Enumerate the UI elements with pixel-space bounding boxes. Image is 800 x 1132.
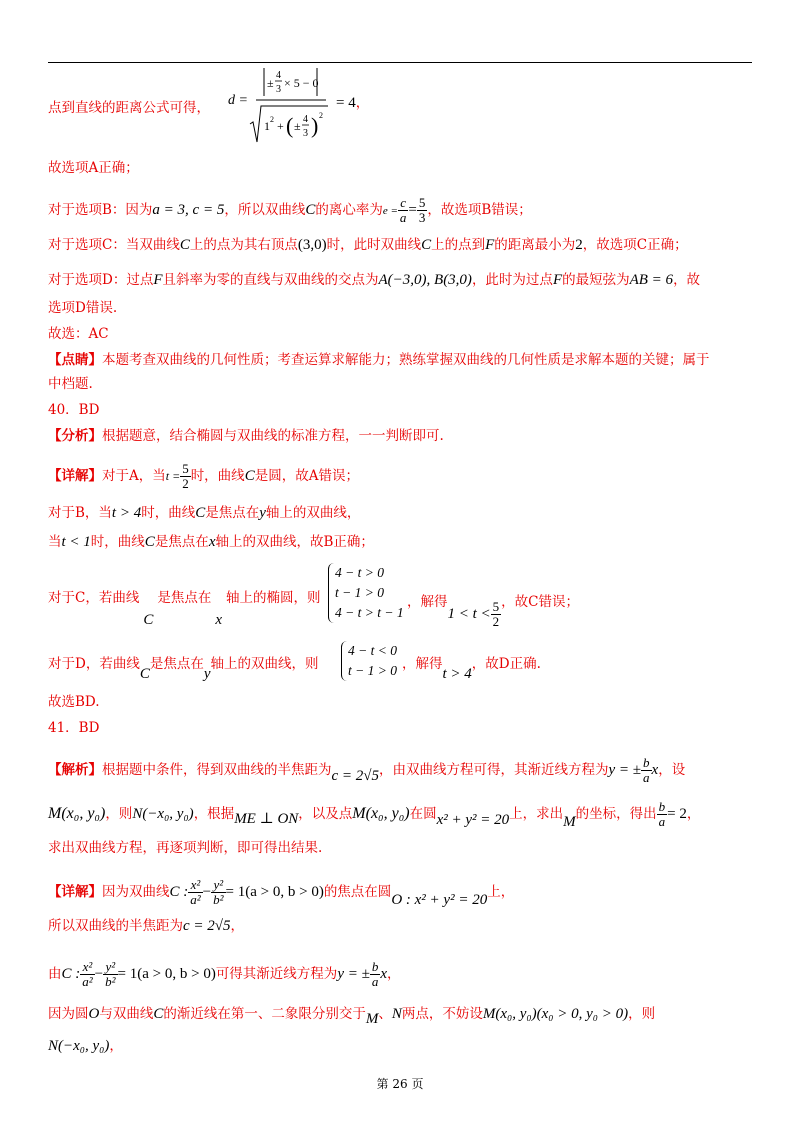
frac-x2a2b: [80, 960, 94, 989]
tag-detail2: 【详解】: [48, 884, 102, 900]
m-C: C: [305, 202, 316, 218]
t20b: ，根据: [193, 806, 235, 822]
line-D-wrong: 选项D错误.: [48, 300, 118, 316]
m-Nxy: N(−x₀, y₀): [132, 806, 194, 822]
t25f: ，则: [628, 1006, 656, 1022]
frac-y2b2: [211, 878, 225, 907]
t20c: ，以及点: [298, 806, 353, 822]
line-analysis40: [48, 426, 444, 446]
frac-ca: [398, 196, 409, 225]
t20g: ，: [686, 806, 701, 822]
d-num-pm: ±: [267, 76, 274, 90]
t4c: 时，此时双曲线: [326, 237, 422, 253]
d-den-4: 4: [303, 114, 308, 125]
m-y2: y: [203, 666, 211, 682]
t23a: 所以双曲线的半焦距为: [48, 918, 183, 934]
m-c25b: c = 2√5: [183, 918, 231, 934]
frac-solC-num: 5: [492, 599, 500, 614]
line-detail40-C: [48, 588, 321, 628]
frac-ba2: [657, 800, 668, 829]
t24a: 由: [48, 966, 62, 982]
sysD1: 4 − t < 0: [348, 643, 397, 658]
d-den-3: 3: [303, 128, 308, 139]
paren-left: (: [286, 113, 294, 138]
t19d: ，设: [658, 762, 686, 778]
t16a: 对于D，若曲线: [48, 656, 140, 672]
text-distance: 点到直线的距离公式可得，: [48, 100, 210, 116]
frac-ca-num: c: [398, 196, 409, 211]
t16b: 是焦点在: [149, 656, 204, 672]
t4b: 上的点为其右顶点: [189, 237, 298, 253]
line-comment: [48, 350, 710, 370]
t14c: 是焦点在: [154, 534, 209, 550]
sysC1: 4 − t > 0: [335, 565, 384, 580]
t25b: 与双曲线: [99, 1006, 154, 1022]
frac-t52-den: 2: [182, 476, 189, 491]
t25a: 因为圆: [48, 1006, 89, 1022]
frac-y2b2b: [103, 960, 117, 989]
m-y: y: [259, 505, 266, 521]
m-hyp-rhs2: = 1(a > 0, b > 0): [117, 966, 216, 982]
m-F2: F: [153, 272, 163, 288]
d-den-exp: 2: [319, 111, 323, 120]
m-Nxy2: N(−x₀, y₀): [48, 1038, 110, 1054]
m-C9: C: [153, 1006, 164, 1022]
m-c25: c = 2√5: [331, 768, 380, 784]
m-M2: M: [365, 1011, 379, 1027]
frac-x2a2-den: a²: [190, 892, 201, 907]
t5d: 的最短弦为: [562, 272, 630, 288]
t15d: ，解得: [407, 594, 448, 610]
d-num-3: 3: [276, 84, 281, 95]
t15e: ，故C错误；: [501, 594, 580, 610]
frac-y2b2-den: b²: [213, 892, 224, 907]
t22c: 的焦点在圆: [323, 884, 392, 900]
line-answer-BD: 故选BD.: [48, 694, 100, 710]
t24b: 可得其渐近线方程为: [215, 966, 338, 982]
line-conclude41: 求出双曲线方程，再逐项判断，即可得出结果.: [48, 840, 323, 856]
d-num-rest: × 5 − 0: [284, 76, 319, 90]
t14a: 当: [48, 534, 62, 550]
t20a: ，则: [105, 806, 133, 822]
m-circle: x² + y² = 20: [436, 812, 510, 828]
t16c: 轴上的双曲线，则: [210, 656, 319, 672]
frac-53: [417, 196, 428, 225]
frac-x2a2: [188, 878, 202, 907]
d-value-tail: ，: [355, 95, 370, 111]
frac-solC: [491, 600, 502, 629]
tag-analysis: 【分析】: [48, 428, 102, 444]
m-asym-x2: x: [380, 966, 387, 982]
frac-x2a2b-num: x²: [80, 960, 94, 975]
t20e: 上，求出: [509, 806, 564, 822]
m-x2: x: [215, 612, 223, 628]
m-hyp-rhs: = 1(a > 0, b > 0): [225, 884, 324, 900]
sysD2: t − 1 > 0: [348, 663, 397, 678]
m-O: O: [88, 1006, 100, 1022]
frac-ba: [641, 756, 652, 785]
page-number: 第 26 页: [376, 1077, 424, 1091]
line-answer-AC: 故选：AC: [48, 326, 109, 342]
line-solution41: [48, 756, 685, 785]
m-C2: C: [179, 237, 190, 253]
frac-ba3-num: b: [371, 959, 379, 974]
t19c: ，由双曲线方程可得，其渐近线方程为: [379, 762, 609, 778]
t25d: 、: [378, 1006, 392, 1022]
frac-y2b2b-den: b²: [105, 974, 116, 989]
t13a: 对于B，当: [48, 505, 112, 521]
t26: ，: [109, 1038, 123, 1054]
m-MEON: ME ⊥ ON: [234, 811, 299, 827]
m-Mxy2: M(x₀, y₀): [352, 805, 410, 822]
m-x: x: [208, 534, 216, 550]
t12d: 是圆，故A错误；: [254, 468, 359, 484]
m-vertex: (3,0): [297, 237, 327, 253]
m-minus2: −: [94, 966, 104, 982]
m-solD: t > 4: [442, 666, 472, 682]
line-detail41-1: [48, 878, 514, 907]
t25c: 的渐近线在第一、二象限分别交于: [163, 1006, 366, 1022]
t13c: 是焦点在: [205, 505, 260, 521]
t5e: ，故: [673, 272, 701, 288]
t20f: 的坐标，得出: [575, 806, 657, 822]
frac-ba-den: a: [643, 770, 650, 785]
line-option-B: [48, 196, 532, 225]
m-hyp: C :: [169, 884, 189, 900]
t14d: 轴上的双曲线，故B正确；: [215, 534, 374, 550]
frac-ca-den: a: [399, 210, 407, 225]
m-two: 2: [575, 237, 583, 253]
m-e: e =: [382, 205, 398, 217]
frac-t52-num: 5: [182, 461, 189, 476]
distance-formula: [228, 64, 338, 146]
t24c: ，: [387, 966, 401, 982]
frac-solC-den: 2: [492, 614, 500, 629]
line-distance: [48, 98, 210, 118]
line-detail40-C-sol: [407, 588, 580, 629]
t15c: 轴上的椭圆，则: [226, 590, 321, 606]
t19b: 根据题中条件，得到双曲线的半焦距为: [102, 762, 332, 778]
m-ac: a = 3, c = 5: [152, 202, 225, 218]
sysC2: t − 1 > 0: [335, 585, 384, 600]
system-C: [328, 563, 404, 623]
m-C8: C: [139, 666, 150, 682]
d-den-1: 1: [264, 119, 270, 133]
m-eq: =: [408, 202, 417, 218]
m-minus: −: [202, 884, 212, 900]
d-den-2: 2: [270, 115, 274, 124]
t22b: 因为双曲线: [102, 884, 170, 900]
paren-right: ): [311, 113, 319, 138]
m-asym-x: x: [651, 762, 659, 778]
d-eq: d =: [228, 93, 248, 108]
sysC3: 4 − t > t − 1: [335, 605, 404, 620]
t11b: 根据题意，结合椭圆与双曲线的标准方程，一一判断即可.: [102, 428, 444, 444]
frac-ba-num: b: [643, 755, 650, 770]
t4f: ，故选项C正确；: [582, 237, 688, 253]
m-solC: 1 < t <: [447, 606, 491, 622]
m-Mcond: M(x₀, y₀)(x₀ > 0, y₀ > 0): [482, 1006, 629, 1022]
m-M: M: [563, 814, 576, 830]
line-detail40-B1: [48, 503, 360, 523]
t25e: 两点，不妨设: [401, 1006, 483, 1022]
m-teq: t =: [165, 469, 181, 483]
t3c: 的离心率为: [315, 202, 383, 218]
t3a: 对于选项B：因为: [48, 202, 153, 218]
frac-53-den: 3: [418, 210, 426, 225]
m-asym2: y = ±: [337, 966, 370, 982]
m-C4: C: [244, 468, 255, 484]
d-num-4: 4: [276, 70, 281, 81]
m-asym: y = ±: [608, 762, 642, 778]
m-ABpts: A(−3,0), B(3,0): [378, 272, 472, 288]
t4a: 对于选项C：当双曲线: [48, 237, 180, 253]
t13b: 时，曲线: [141, 505, 196, 521]
d-den-pm: ±: [294, 119, 301, 133]
t3b: ，所以双曲线: [224, 202, 306, 218]
t4d: 上的点到: [431, 237, 486, 253]
t16e: ，故D正确.: [471, 656, 541, 672]
m-C3: C: [421, 237, 432, 253]
t4e: 的距离最小为: [494, 237, 576, 253]
m-N: N: [391, 1006, 402, 1022]
line-detail41-4: [48, 1004, 656, 1027]
line-option-C: [48, 235, 688, 255]
frac-53-num: 5: [418, 195, 426, 210]
m-Ocircle: O : x² + y² = 20: [391, 892, 488, 908]
q40-answer: 40．BD: [48, 402, 100, 418]
t16d: ，解得: [402, 656, 443, 672]
m-F3: F: [552, 272, 563, 288]
frac-y2b2b-num: y²: [103, 960, 117, 975]
frac-y2b2-num: y²: [211, 878, 225, 893]
q41-answer: 41．BD: [48, 720, 100, 736]
frac-ba3: [370, 960, 381, 989]
line-detail40-A: [48, 462, 359, 491]
tag-comment: 【点睛】: [48, 352, 102, 368]
d-value-text: = 4: [336, 95, 356, 111]
frac-ba2-den: a: [658, 814, 666, 829]
frac-x2a2b-den: a²: [82, 974, 93, 989]
t8b: 本题考查双曲线的几何性质；考查运算求解能力；熟练掌握双曲线的几何性质是求解本题的关键；属于: [102, 352, 710, 368]
tag-detail: 【详解】: [48, 468, 102, 484]
t15a: 对于C，若曲线: [48, 590, 140, 606]
t12b: 对于A，当: [102, 468, 166, 484]
line-detail41-5: [48, 1036, 123, 1056]
m-Mxy: M(x₀, y₀): [48, 805, 106, 822]
t5a: 对于选项D：过点: [48, 272, 154, 288]
t22d: 上，: [487, 884, 515, 900]
m-baeq: = 2: [667, 806, 687, 822]
header-rule: [48, 62, 752, 63]
d-value: [336, 93, 369, 113]
t23b: ，: [230, 918, 245, 934]
t13d: 轴上的双曲线，: [265, 505, 361, 521]
t5b: 且斜率为零的直线与双曲线的交点为: [162, 272, 379, 288]
d-den-plus: +: [277, 119, 284, 133]
m-C5: C: [195, 505, 206, 521]
line-detail40-D-sol: [402, 654, 541, 682]
line-detail40-D: [48, 654, 319, 682]
m-hyp2: C :: [61, 966, 81, 982]
system-D: [341, 641, 397, 681]
t15b: 是焦点在: [157, 590, 212, 606]
frac-ba2-num: b: [658, 799, 666, 814]
line-setup41: [48, 800, 700, 829]
frac-t52: [180, 462, 191, 491]
t12c: 时，曲线: [190, 468, 245, 484]
t3d: ，故选项B错误；: [427, 202, 532, 218]
line-detail41-3: [48, 960, 401, 989]
frac-ba3-den: a: [371, 974, 379, 989]
m-AB6: AB = 6: [629, 272, 674, 288]
line-A-correct: 故选项A正确；: [48, 160, 139, 176]
m-F: F: [485, 237, 495, 253]
m-tlt1: t < 1: [61, 534, 91, 550]
frac-x2a2-num: x²: [188, 878, 202, 893]
line-detail40-B2: [48, 532, 374, 552]
t20d: 在圆: [409, 806, 437, 822]
t5c: ，此时为过点: [471, 272, 553, 288]
m-C7: C: [143, 612, 154, 628]
line-option-D: [48, 270, 700, 290]
line-detail41-2: [48, 916, 244, 936]
t14b: 时，曲线: [90, 534, 145, 550]
m-tgt4: t > 4: [111, 505, 142, 521]
m-C6: C: [144, 534, 155, 550]
line-medium: 中档题.: [48, 376, 93, 392]
tag-solution: 【解析】: [48, 762, 102, 778]
